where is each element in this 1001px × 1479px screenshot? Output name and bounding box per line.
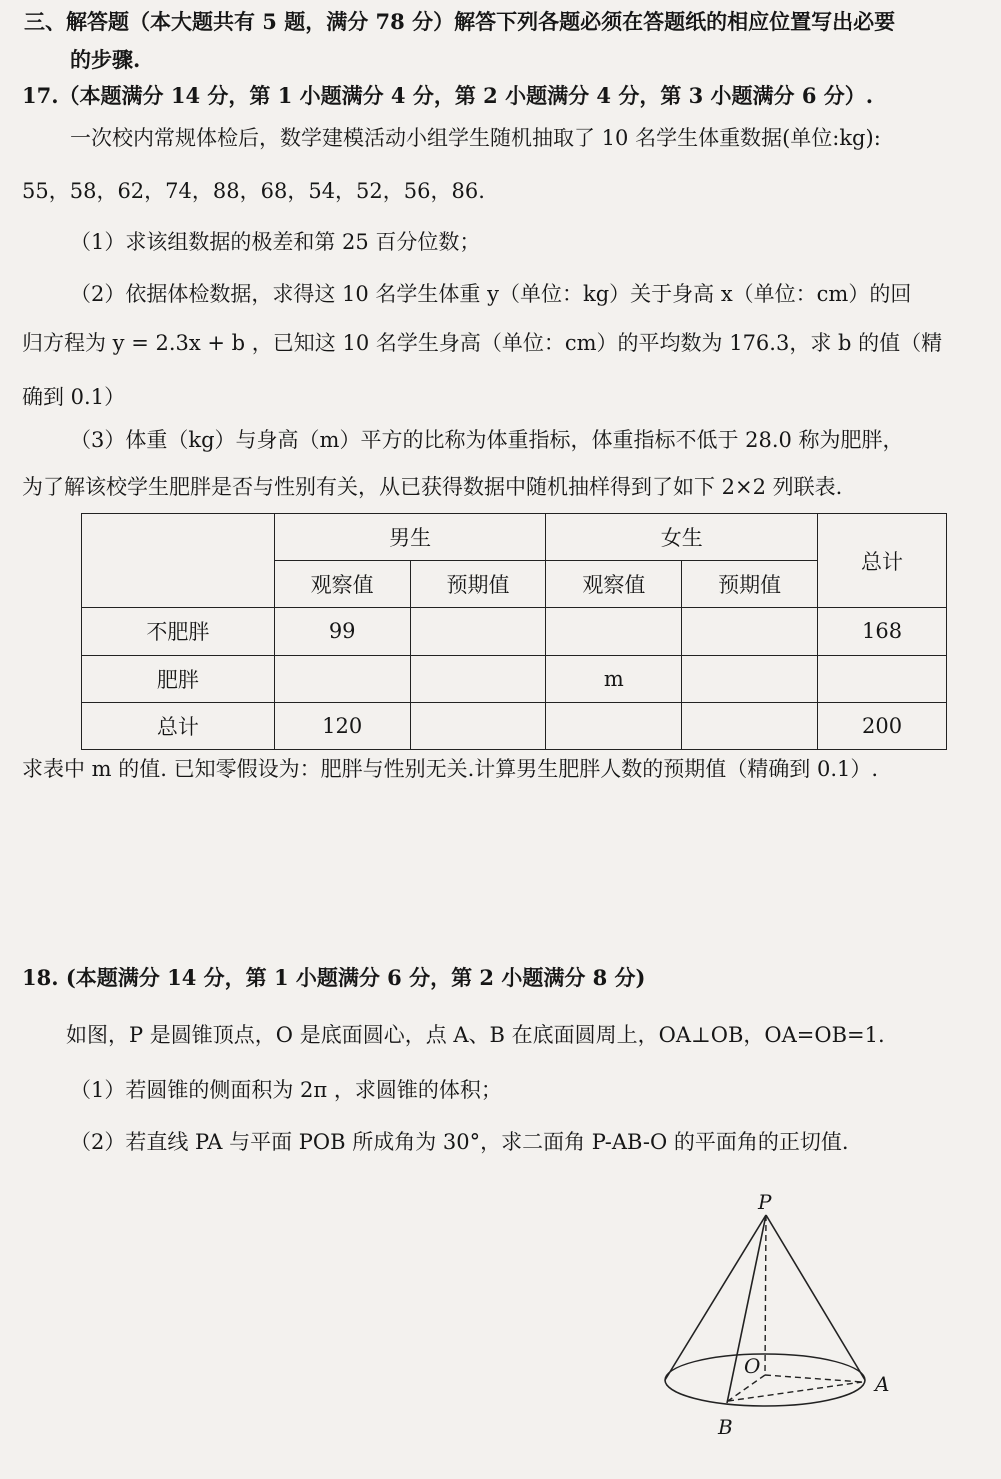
- cell-male-expected: [410, 702, 546, 749]
- cell-male-observed: [274, 655, 410, 702]
- sub-female-expected: 预期值: [682, 561, 818, 608]
- header-female: 女生: [546, 514, 818, 561]
- cone-figure: [640, 1185, 910, 1475]
- contingency-table: [81, 513, 947, 750]
- cell-female-expected: [682, 702, 818, 749]
- section-heading-line1: 三、解答题（本大题共有 5 题，满分 78 分）解答下列各题必须在答题纸的相应位置写出必要: [24, 9, 896, 34]
- base-front-arc: [665, 1380, 865, 1406]
- cell-total: 168: [818, 608, 947, 655]
- row-label: 肥胖: [82, 655, 275, 702]
- cell-male-observed: 120: [274, 702, 410, 749]
- cell-total: [818, 655, 947, 702]
- cell-female-observed: m: [546, 655, 682, 702]
- label-b: B: [718, 1415, 733, 1439]
- label-p: P: [758, 1190, 772, 1214]
- q18-title: 18. (本题满分 14 分，第 1 小题满分 6 分，第 2 小题满分 8 分): [22, 965, 646, 990]
- row-label: 不肥胖: [82, 608, 275, 655]
- q17-intro: 一次校内常规体检后，数学建模活动小组学生随机抽取了 10 名学生体重数据(单位:kg):: [70, 126, 881, 150]
- q17-title: 17.（本题满分 14 分，第 1 小题满分 4 分，第 2 小题满分 4 分，第 3 小题满分 6 分）.: [22, 83, 874, 108]
- header-male: 男生: [274, 514, 546, 561]
- q17-part2-line2: 归方程为 y = 2.3x + b ，已知这 10 名学生身高（单位：cm）的平均数为 176.3，求 b 的值（精: [22, 331, 943, 355]
- table-row: [82, 655, 947, 702]
- q18-part2: （2）若直线 PA 与平面 POB 所成角为 30°，求二面角 P-AB-O 的平面角的正切值.: [70, 1130, 849, 1154]
- q17-part2-line3: 确到 0.1）: [22, 385, 126, 409]
- table-row: [82, 702, 947, 749]
- cell-male-expected: [410, 608, 546, 655]
- cell-female-expected: [682, 655, 818, 702]
- q17-part2-line1: （2）依据体检数据，求得这 10 名学生体重 y（单位：kg）关于身高 x（单位：cm）的回: [70, 282, 912, 306]
- chord-ab: [728, 1382, 862, 1401]
- q17-part1: （1）求该组数据的极差和第 25 百分位数；: [70, 230, 481, 254]
- q17-part3-line1: （3）体重（kg）与身高（m）平方的比称为体重指标，体重指标不低于 28.0 称为肥胖，: [70, 428, 904, 452]
- q17-data: 55，58，62，74，88，68，54，52，56，86.: [22, 179, 485, 203]
- cell-female-observed: [546, 608, 682, 655]
- q18-intro: 如图，P 是圆锥顶点，O 是底面圆心，点 A、B 在底面圆周上，OA⊥OB，OA=OB=1.: [66, 1023, 885, 1047]
- cell-total: 200: [818, 702, 947, 749]
- table-corner-cell: [82, 514, 275, 608]
- row-label: 总计: [82, 702, 275, 749]
- label-o: O: [744, 1354, 761, 1378]
- height-po: [765, 1215, 766, 1375]
- sub-female-observed: 观察值: [546, 561, 682, 608]
- sub-male-expected: 预期值: [410, 561, 546, 608]
- table-row: [82, 608, 947, 655]
- cell-male-observed: 99: [274, 608, 410, 655]
- q18-part1: （1）若圆锥的侧面积为 2π ，求圆锥的体积；: [70, 1078, 502, 1102]
- label-a: A: [875, 1372, 890, 1396]
- section-heading-line2: 的步骤.: [70, 47, 141, 72]
- radius-oa: [765, 1375, 862, 1382]
- q17-after-table: 求表中 m 的值. 已知零假设为：肥胖与性别无关.计算男生肥胖人数的预期值（精确到 0.1）.: [22, 757, 879, 781]
- q17-part3-line2: 为了解该校学生肥胖是否与性别有关，从已获得数据中随机抽样得到了如下 2×2 列联表.: [22, 475, 843, 499]
- cell-male-expected: [410, 655, 546, 702]
- header-total: 总计: [818, 514, 947, 608]
- sub-male-observed: 观察值: [274, 561, 410, 608]
- generatrix-pa: [766, 1215, 865, 1380]
- cell-female-observed: [546, 702, 682, 749]
- cell-female-expected: [682, 608, 818, 655]
